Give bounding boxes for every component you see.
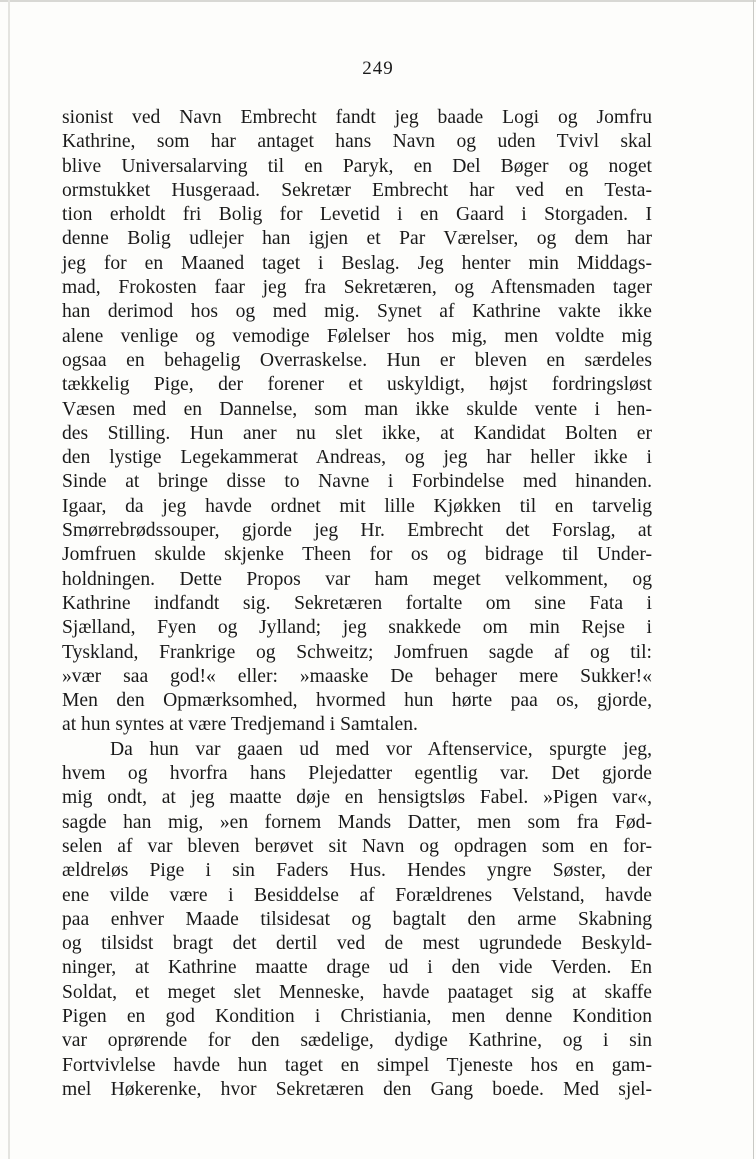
page-edge-right [753,0,754,1159]
text-line: var oprørende for den sædelige, dydige Kathrine, og i sin [62,1030,652,1052]
text-line: ene vilde være i Besiddelse af Forældrenes Velstand, havde [62,884,652,906]
text-line: Tyskland, Frankrige og Schweitz; Jomfruen sagde af og til: [62,641,652,663]
text-line: han derimod hos og med mig. Synet af Kathrine vakte ikke [62,301,652,323]
text-line: Sinde at bringe disse to Navne i Forbindelse med hinanden. [62,471,652,493]
text-line: blive Universalarving til en Paryk, en Del Bøger og noget [62,155,652,177]
body-text [62,106,652,1102]
text-line: Soldat, et meget slet Menneske, havde paataget sig at skaffe [62,981,652,1003]
page-edge-left [8,0,10,1159]
text-line: selen af var bleven berøvet sit Navn og opdragen som en for- [62,835,652,857]
text-line: sionist ved Navn Embrecht fandt jeg baade Logi og Jomfru [62,107,652,128]
page-edge-top [0,0,756,2]
text-line: hvem og hvorfra hans Plejedatter egentlig var. Det gjorde [62,763,652,785]
page-number: 249 [362,58,394,79]
text-line: Sjælland, Fyen og Jylland; jeg snakkede om min Rejse i [62,617,652,639]
text-line: »vær saa god!« eller: »maaske De behager mere Sukker!« [62,665,652,687]
text-line: denne Bolig udlejer han igjen et Par Værelser, og dem har [62,228,652,250]
text-line: Pigen en god Kondition i Christiania, men denne Kondition [62,1005,652,1027]
text-line: Jomfruen skulde skjenke Theen for os og bidrage til Under- [62,544,652,566]
text-line: ogsaa en behagelig Overraskelse. Hun er bleven en særdeles [62,349,652,371]
text-line: Kathrine indfandt sig. Sekretæren fortalte om sine Fata i [62,592,652,614]
text-line: tækkelig Pige, der forener et uskyldigt, højst fordringsløst [62,374,652,396]
text-line: ældreløs Pige i sin Faders Hus. Hendes yngre Søster, der [62,860,652,882]
text-line: alene venlige og vemodige Følelser hos mig, men voldte mig [62,325,652,347]
text-line: mad, Frokosten faar jeg fra Sekretæren, og Aftensmaden tager [62,277,652,299]
text-line: Smørrebrødssouper, gjorde jeg Hr. Embrecht det Forslag, at [62,520,652,542]
text-line: Kathrine, som har antaget hans Navn og uden Tvivl skal [62,131,652,153]
text-line: ormstukket Husgeraad. Sekretær Embrecht har ved en Testa- [62,179,652,201]
text-line: jeg for en Maaned taget i Beslag. Jeg henter min Middags- [62,252,652,274]
text-line: paa enhver Maade tilsidesat og bagtalt den arme Skabning [62,908,652,930]
text-line: Væsen med en Dannelse, som man ikke skulde vente i hen- [62,398,652,420]
text-line: den lystige Legekammerat Andreas, og jeg har heller ikke i [62,447,652,469]
text-line: holdningen. Dette Propos var ham meget velkomment, og [62,568,652,590]
text-line: ninger, at Kathrine maatte drage ud i den vide Verden. En [62,957,652,979]
paragraph-end-line: at hun syntes at være Tredjemand i Samtalen. [62,714,418,736]
text-line: mel Høkerenke, hvor Sekretæren den Gang boede. Med sjel- [62,1078,652,1100]
text-line: Igaar, da jeg havde ordnet mit lille Kjøkken til en tarvelig [62,495,652,517]
text-line: sagde han mig, »en fornem Mands Datter, men som fra Fød- [62,811,652,833]
text-line: des Stilling. Hun aner nu slet ikke, at Kandidat Bolten er [62,422,652,444]
paragraph-start-line: Da hun var gaaen ud med vor Aftenservice, spurgte jeg, [110,738,652,760]
text-line: tion erholdt fri Bolig for Levetid i en Gaard i Storgaden. I [62,204,652,226]
text-line: mig ondt, at jeg maatte døje en hensigtsløs Fabel. »Pigen var«, [62,787,652,809]
text-line: og tilsidst bragt det dertil ved de mest ugrundede Beskyld- [62,933,652,955]
text-line: Fortvivlelse havde hun taget en simpel Tjeneste hos en gam- [62,1054,652,1076]
text-line: Men den Opmærksomhed, hvormed hun hørte paa os, gjorde, [62,690,652,712]
